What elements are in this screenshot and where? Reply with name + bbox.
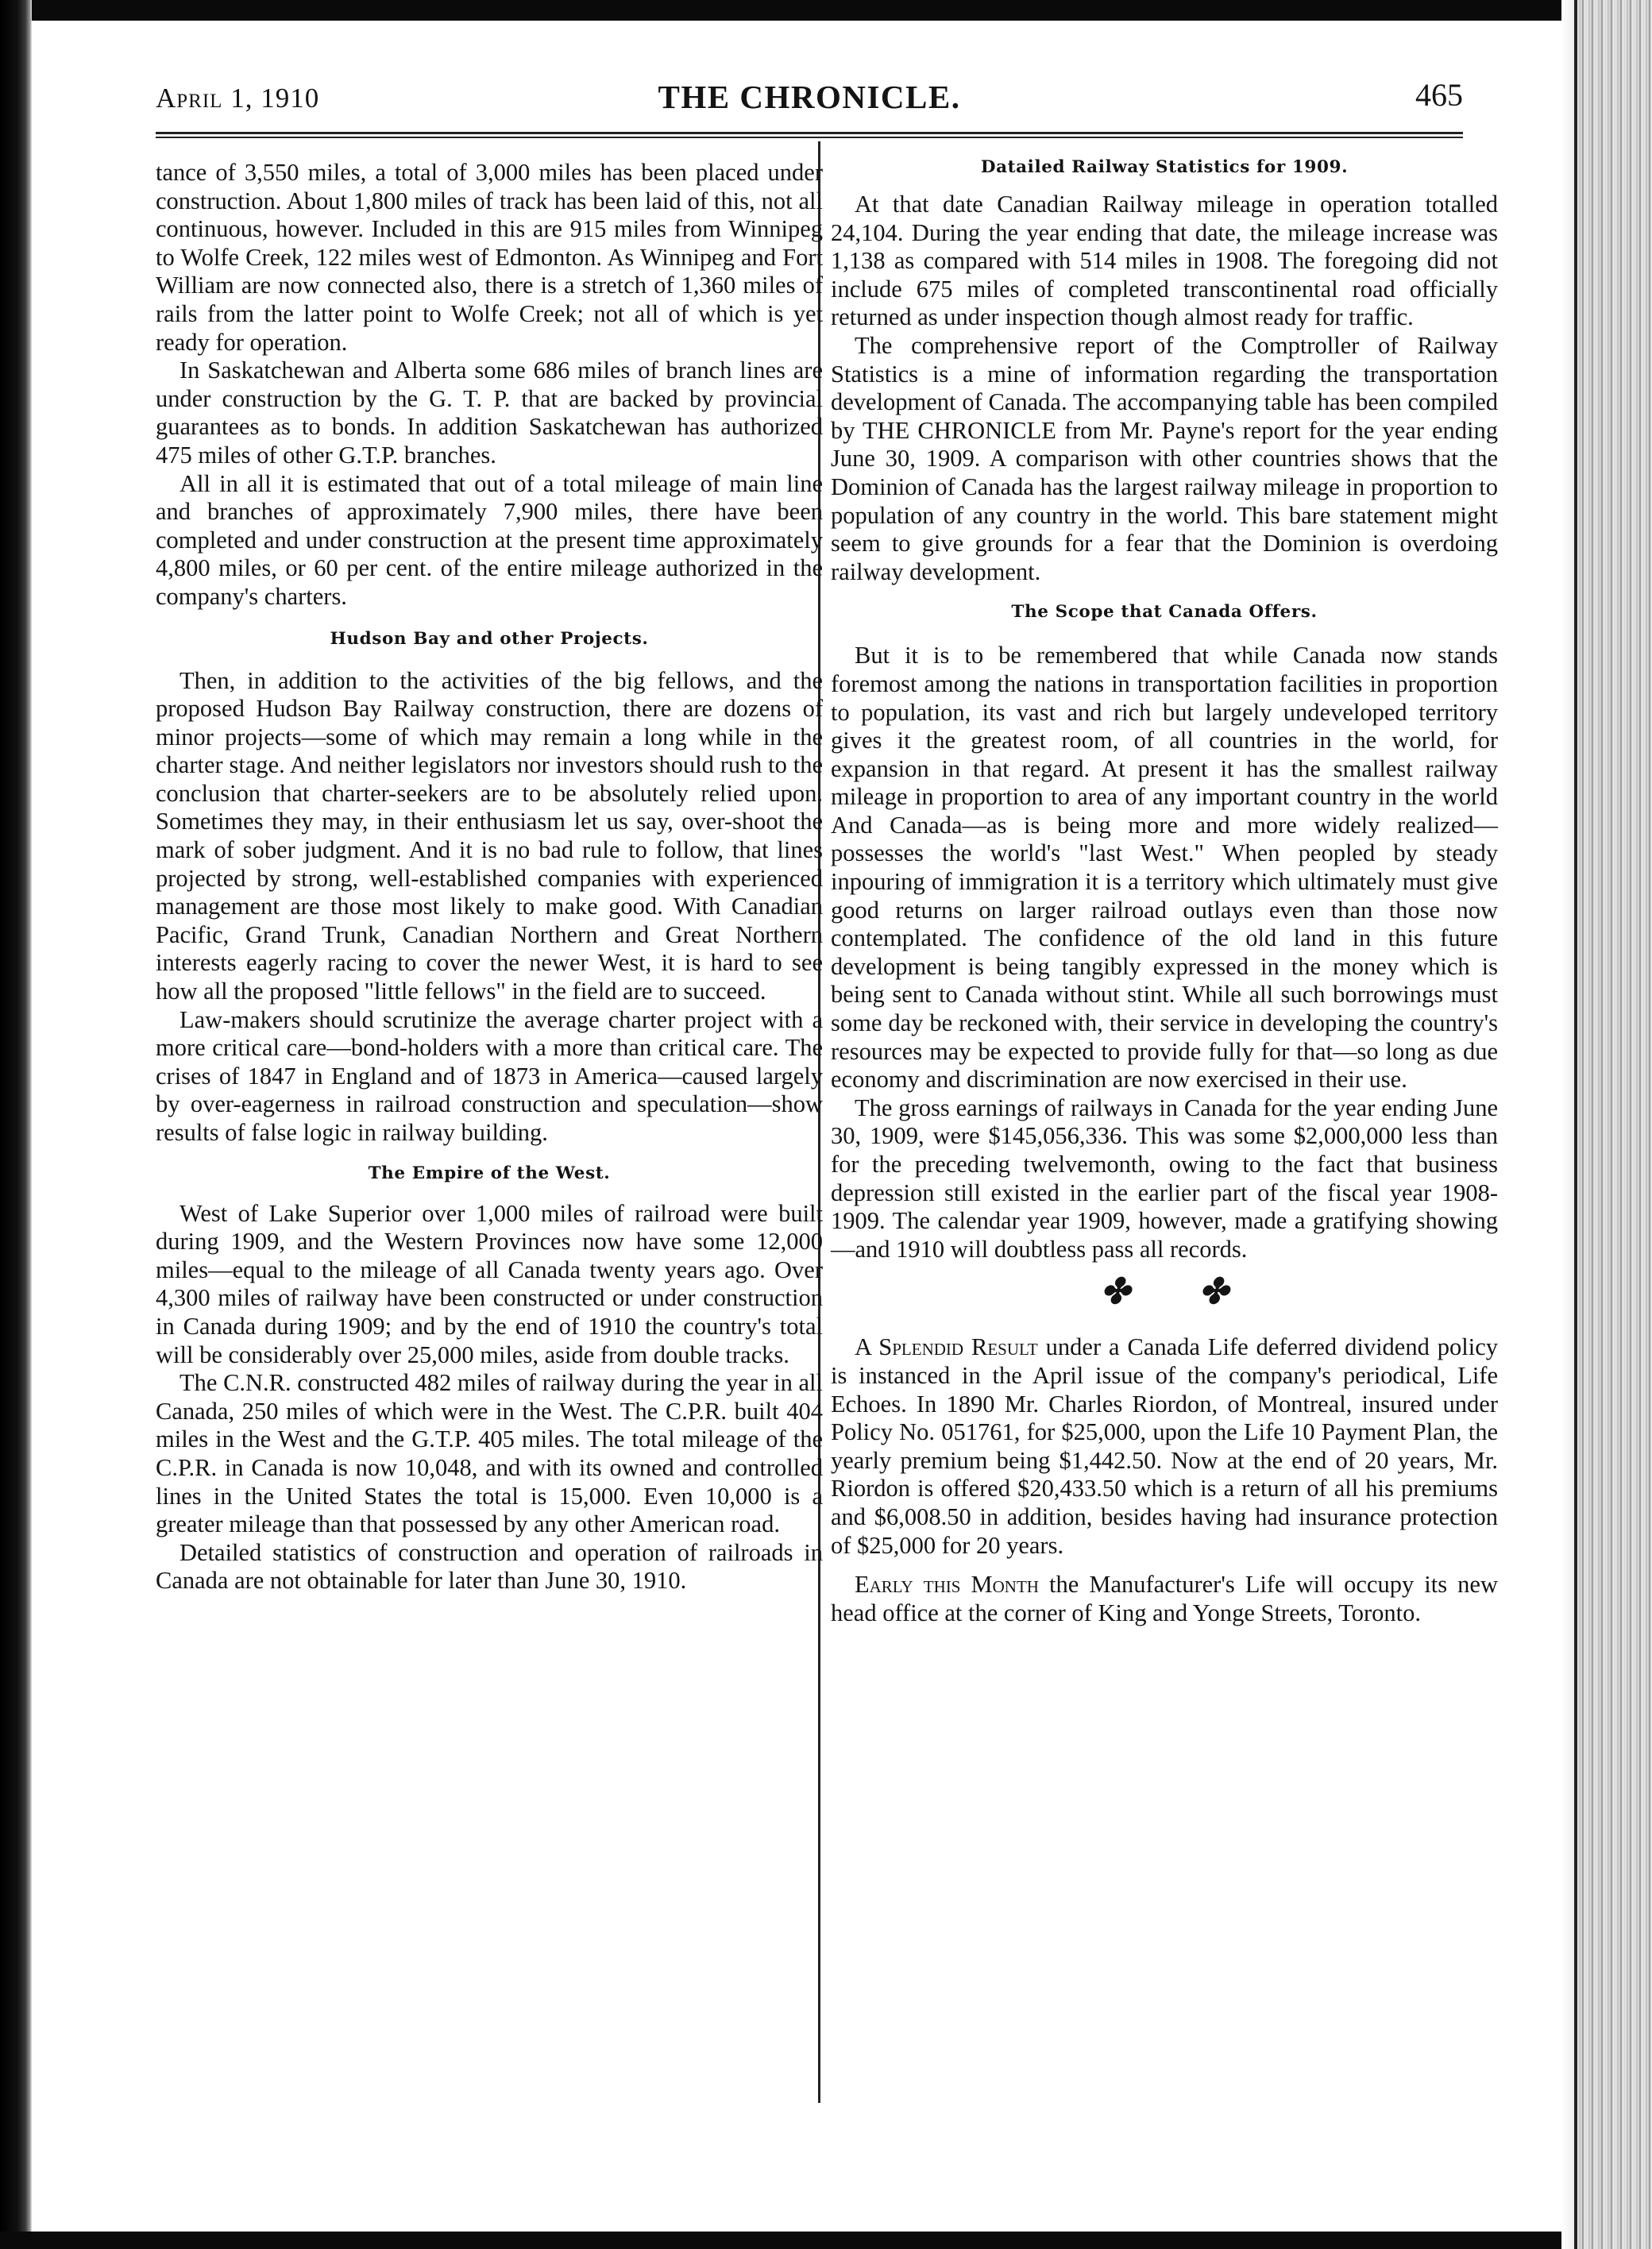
header-date: April 1, 1910 (156, 83, 320, 114)
section-heading-empire-west: The Empire of the West. (368, 1163, 611, 1183)
paragraph: Law-makers should scrutinize the average charter project with a more critical care—bond-holders with a more than critical care. The crises of 1847 in England and of 1873 in America—caused largely by over-eagerness in railroad construction and speculation—show results of false logic in railway building. (156, 1005, 823, 1146)
paragraph: Detailed statistics of construction and operation of railroads in Canada are not obtainable for later than June 30, 1910. (156, 1538, 823, 1595)
paragraph: Then, in addition to the activities of the big fellows, and the proposed Hudson Bay Railway construction, there are dozens of minor projects—some of which may remain a long while in the charter stage. And neither legislators nor investors should rush to the conclusion that charter-seekers are to be absolutely relied upon. Sometimes they may, in their enthusiasm let us say, over-shoot the mark of sober judgment. And it is no bad rule to follow, that lines projected by strong, well-established companies with experienced management are those most likely to make good. With Canadian Pacific, Grand Trunk, Canadian Northern and Great Northern interests eagerly racing to cover the newer West, it is hard to see how all the proposed "little fellows" in the field are to succeed. (156, 666, 823, 1005)
paragraph-early-month (831, 1571, 1498, 1627)
run-in-lead: Early this Month (855, 1571, 1039, 1599)
paragraph: The comprehensive report of the Comptroller of Railway Statistics is a mine of information regarding the transportation development of Canada. The accompanying table has been compiled by THE CHRONICLE from Mr. Payne's report for the year ending June 30, 1909. A comparison with other countries shows that the Dominion of Canada has the largest railway mileage in proportion to population of any country in the world. This bare statement might seem to give grounds for a fear that the Dominion is overdoing railway development. (831, 331, 1498, 585)
section-heading-scope-canada: The Scope that Canada Offers. (1011, 602, 1318, 623)
header-double-rule (156, 132, 1463, 138)
paragraph: But it is to be remembered that while Canada now stands foremost among the nations in transportation facilities in proportion to population, its vast and rich but largely undeveloped territory gives it the greatest room, of all countries in the world, for expansion in that regard. At present it has the smallest railway mileage in proportion to area of any important country in the world And Canada—as is being more and more widely realized—possesses the world's "last West." When peopled by steady inpouring of immigration it is a territory which ultimately must give good returns on larger railroad outlays even than those now contemplated. The confidence of the old land in this future development is being tangibly expressed in the money which is being sent to Canada without stint. While all such borrowings must some day be reckoned with, their service in developing the country's resources may be expected to provide fully for that—so long as due economy and discrimination are now exercised in their use. (831, 642, 1498, 1094)
publication-title: THE CHRONICLE. (658, 79, 961, 115)
paragraph-splendid-result (831, 1333, 1498, 1560)
scan-border-left (0, 0, 32, 2249)
right-column (831, 159, 1498, 1627)
section-heading-railway-statistics: Datailed Railway Statistics for 1909. (980, 157, 1349, 177)
paragraph: At that date Canadian Railway mileage in operation totalled 24,104. During the year ending that date, the mileage increase was 1,138 as compared with 514 miles in 1908. The foregoing did not include 675 miles of completed transcontinental road officially returned as under inspection though almost ready for traffic. (831, 191, 1498, 331)
paragraph: West of Lake Superior over 1,000 miles of railroad were built during 1909, and the Western Provinces now have some 12,000 miles—equal to the mileage of all Canada twenty years ago. Over 4,300 miles of railway have been constructed or under construction in Canada during 1909; and by the end of 1910 the country's total will be considerably over 25,000 miles, aside from double tracks. (156, 1199, 823, 1368)
paragraph: The gross earnings of railways in Canada for the year ending June 30, 1909, were $145,056,336. This was some $2,000,000 less than for the preceding twelvemonth, owing to the fact that business depression still existed in the earlier part of the fiscal year 1908-1909. The calendar year 1909, however, made a gratifying showing—and 1910 will doubtless pass all records. (831, 1094, 1498, 1263)
paragraph-body: under a Canada Life deferred dividend policy is instanced in the April issue of the company's periodical, Life Echoes. In 1890 Mr. Charles Riordon, of Montreal, insured under Policy No. 051761, for $25,000, upon the Life 10 Payment Plan, the yearly premium being $1,442.50. Now at the end of 20 years, Mr. Riordon is offered $20,433.50 which is a return of all his premiums and $6,008.50 in addition, besides having had insurance protection of $25,000 for 20 years. (831, 1333, 1498, 1559)
scan-border-bottom (0, 2232, 1652, 2249)
paragraph-body: the Manufacturer's Life will occupy its new head office at the corner of King and Yonge Streets, Toronto. (831, 1571, 1498, 1626)
paragraph: tance of 3,550 miles, a total of 3,000 miles has been placed under construction. About 1,800 miles of track has been laid of this, not all continuous, however. Included in this are 915 miles from Winnipeg to Wolfe Creek, 122 miles west of Edmonton. As Winnipeg and Fort William are now connected also, there is a stretch of 1,360 miles of rails from the latter point to Wolfe Creek; not all of which is yet ready for operation. (156, 159, 823, 356)
paragraph: In Saskatchewan and Alberta some 686 miles of branch lines are under construction by the G. T. P. that are backed by provincial guarantees as to bonds. In addition Saskatchewan has authorized 475 miles of other G.T.P. branches. (156, 357, 823, 469)
left-column (156, 159, 823, 1595)
section-ornament: ✤ ✤ (1100, 1272, 1259, 1312)
paragraph: The C.N.R. constructed 482 miles of railway during the year in all Canada, 250 miles of which were in the West. The C.P.R. built 404 miles in the West and the G.T.P. 405 miles. The total mileage of the C.P.R. in Canada is now 10,048, and with its owned and controlled lines in the United States the total is 15,000. Even 10,000 is a greater mileage than that possessed by any other American road. (156, 1369, 823, 1538)
section-heading-hudson-bay: Hudson Bay and other Projects. (330, 628, 649, 649)
scan-border-top (0, 0, 1652, 21)
paragraph: All in all it is estimated that out of a total mileage of main line and branches of approximately 7,900 miles, there have been completed and under construction at the present time approximately 4,800 miles, or 60 per cent. of the entire mileage authorized in the company's charters. (156, 469, 823, 610)
book-page-edges (1574, 0, 1652, 2249)
page-number: 465 (1415, 77, 1463, 113)
page-header (156, 73, 1463, 121)
run-in-lead: A Splendid Result (855, 1333, 1038, 1361)
